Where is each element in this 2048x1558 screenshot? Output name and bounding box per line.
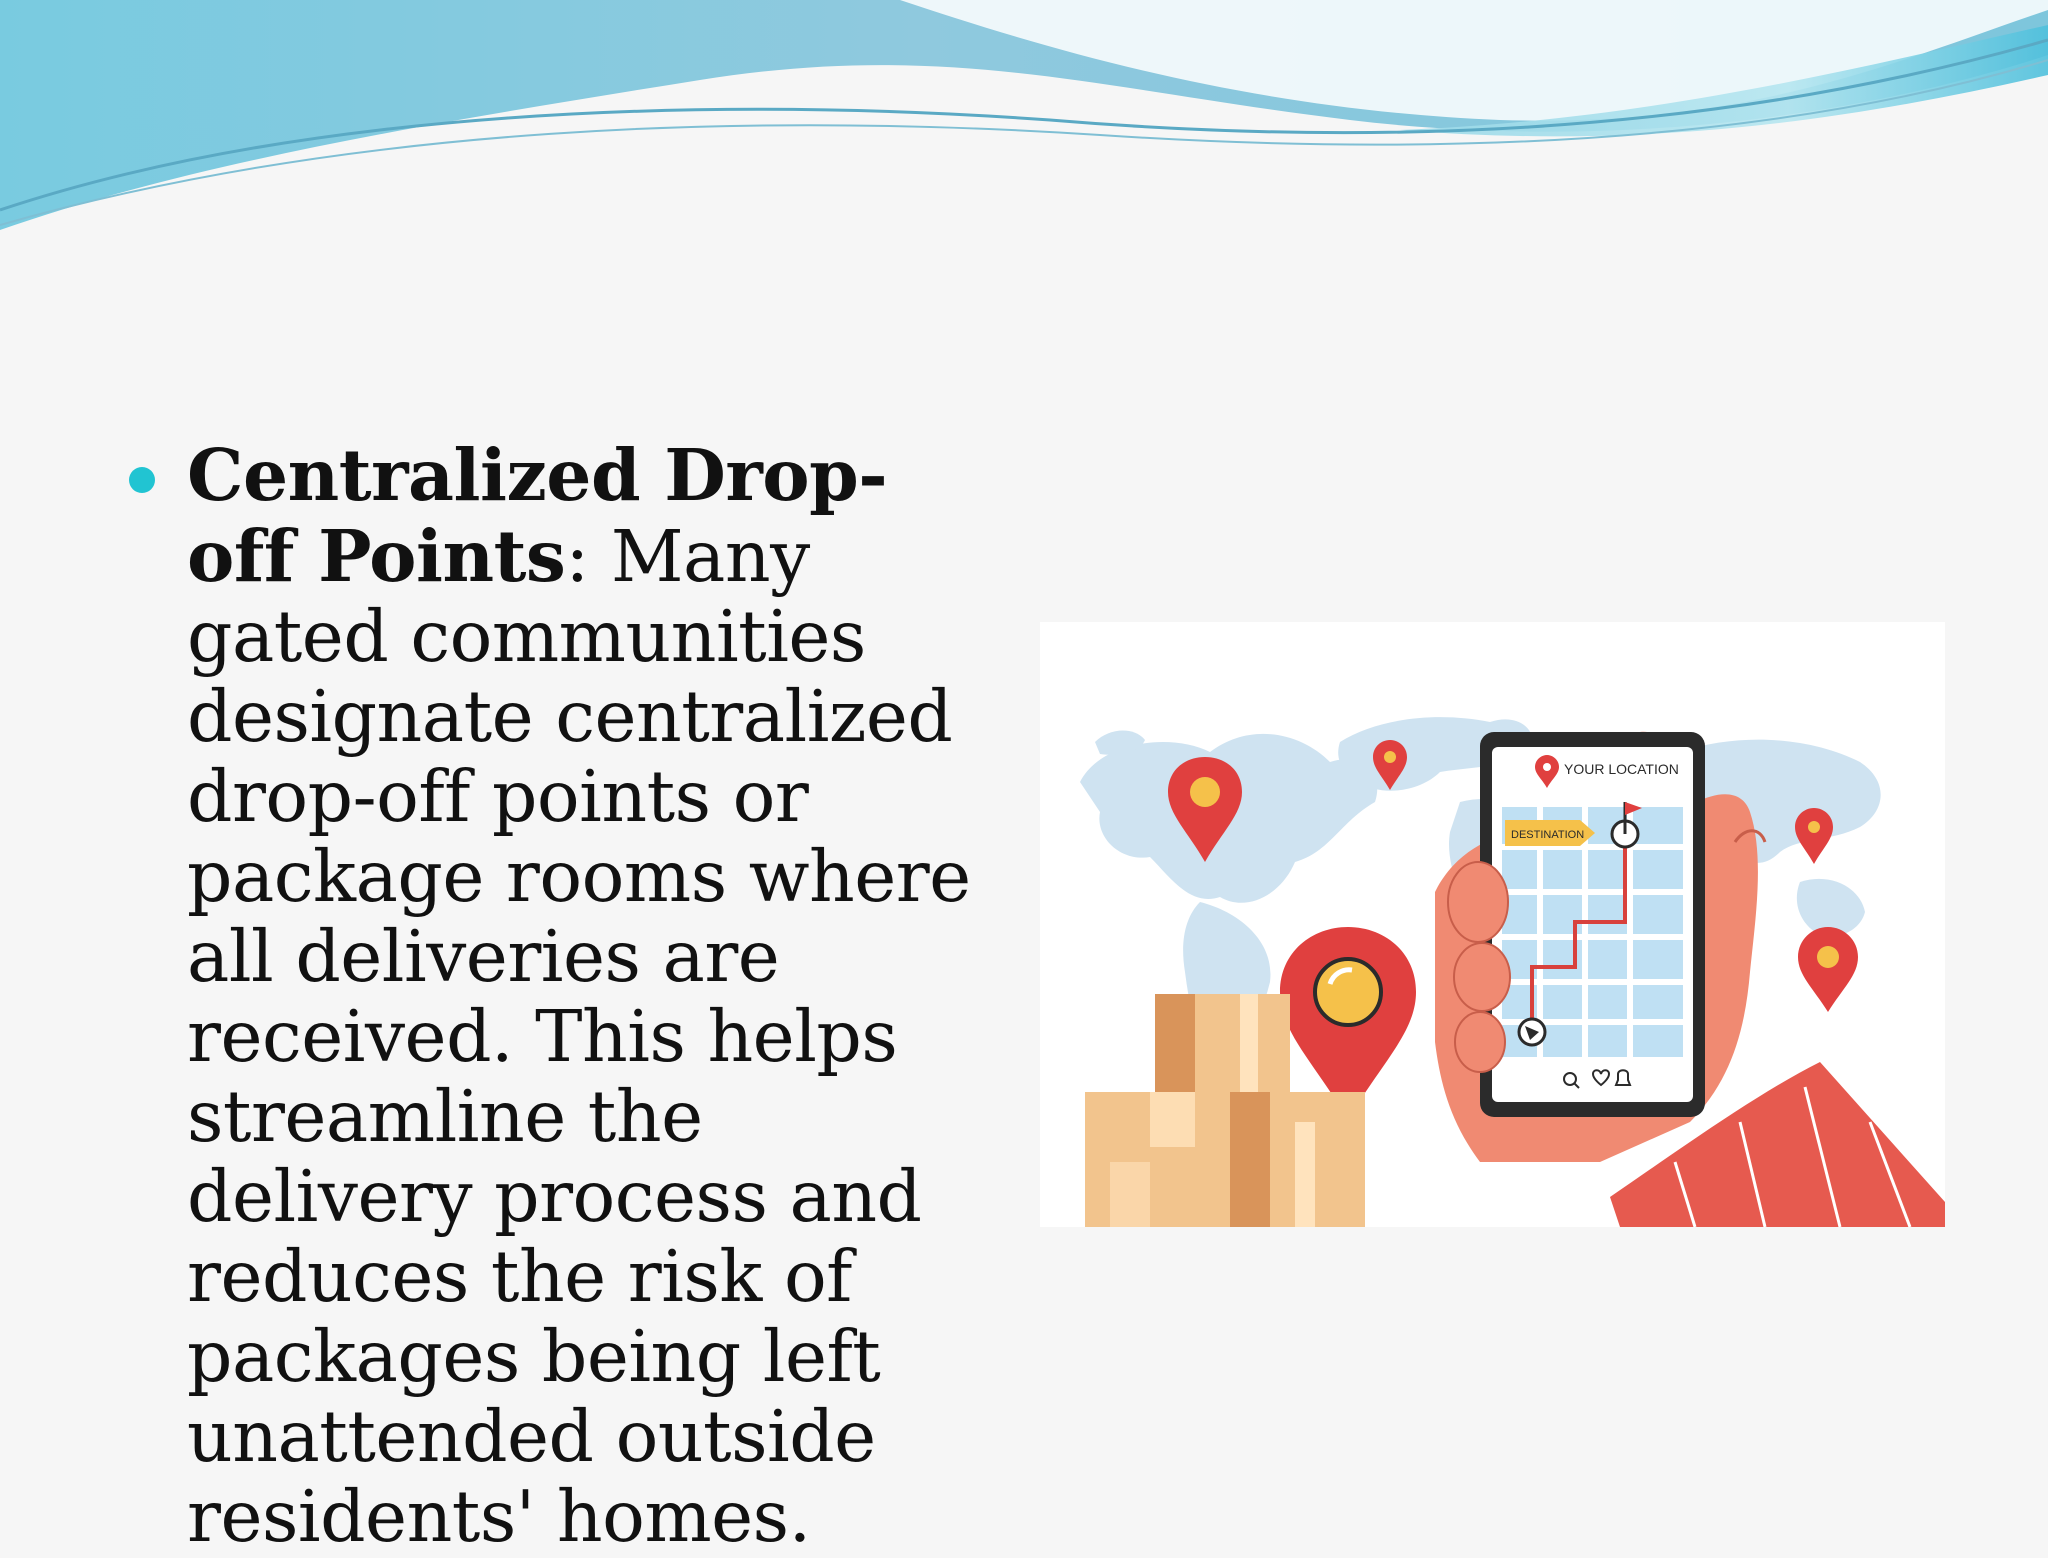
delivery-illustration bbox=[1040, 622, 1945, 1227]
navigation-arrow-icon bbox=[1519, 1019, 1545, 1045]
package-box-icon bbox=[1155, 994, 1290, 1094]
hand-fingers bbox=[1448, 862, 1510, 1072]
map-pin-icon bbox=[1280, 927, 1416, 1120]
map-pin-icon bbox=[1795, 808, 1833, 864]
smartphone-icon bbox=[1480, 732, 1705, 1117]
package-box-icon bbox=[1230, 1092, 1365, 1227]
bullet-item bbox=[125, 435, 975, 1557]
destination-label: DESTINATION bbox=[1511, 829, 1585, 841]
destination-tag bbox=[1505, 820, 1595, 846]
bullet-title: Centralized Drop-off Points bbox=[187, 433, 888, 598]
map-pin-icon bbox=[1798, 927, 1858, 1012]
bullet-separator: : bbox=[565, 515, 589, 598]
package-box-icon bbox=[1085, 1092, 1235, 1227]
bullet-text bbox=[187, 435, 975, 1557]
delivery-illustration-svg bbox=[1040, 622, 1945, 1227]
slide-content bbox=[125, 435, 975, 1557]
your-location-label: YOUR LOCATION bbox=[1564, 761, 1679, 777]
bullet-body: Many gated communities designate centralized drop-off points or package rooms where all deliveries are received. This helps streamline the delivery process and reduces the risk of packages being left unattended outside residents' homes. bbox=[187, 515, 971, 1558]
bullet-dot bbox=[129, 467, 155, 493]
header-wave bbox=[0, 0, 2048, 240]
